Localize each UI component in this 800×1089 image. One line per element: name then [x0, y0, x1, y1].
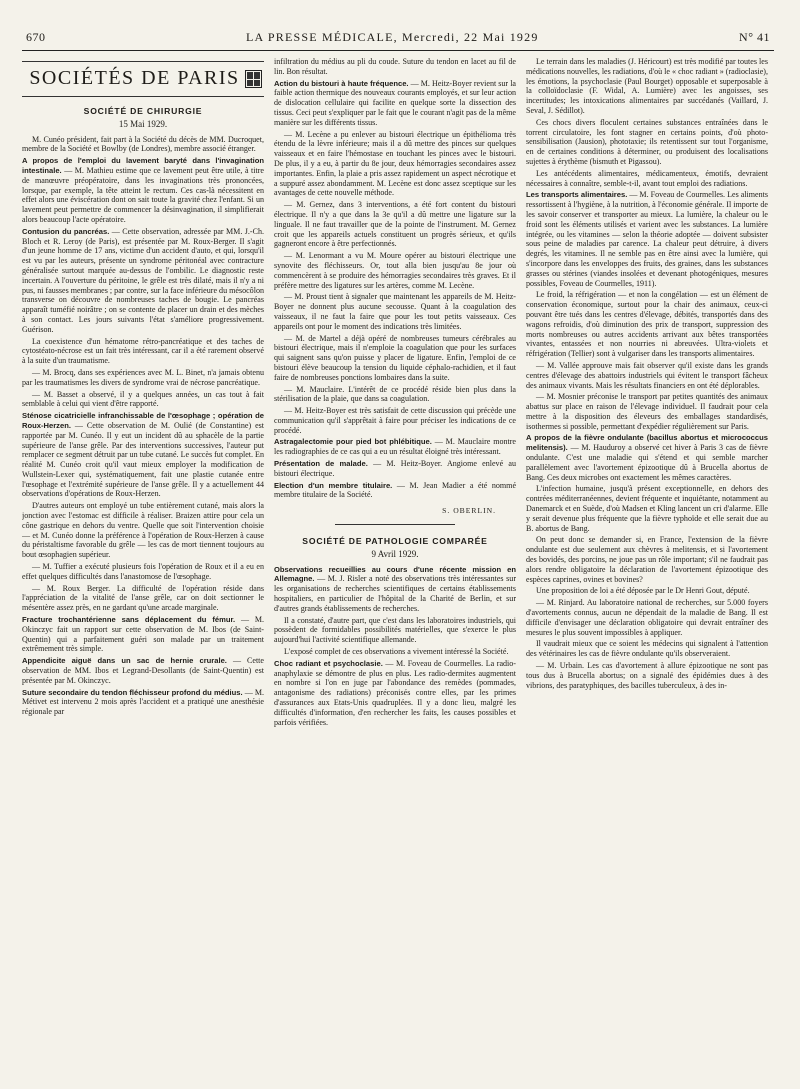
article [526, 190, 768, 288]
article-body: — M. Heitz-Boyer. Angiome enlevé au bistouri électrique. [274, 459, 516, 478]
header-rule [22, 50, 774, 51]
paragraph: Ces chocs divers floculent certaines substances entraînées dans le torrent circulatoire, les font stagner en certains points, d'où photo-sensibilisation (Jausion), phototaxie; ils retentissent sur tout l'organisme, en de certaines conditions à déterminer, ou produisent des localisations sujettes à érythème (bismuth et Pigassou). [526, 117, 768, 166]
paragraph: Il a constaté, d'autre part, que c'est dans les laboratoires industriels, qui possèdent de formidables possibilités matérielles, que s'exerce le plus aujourd'hui l'activité scientifique allemande. [274, 615, 516, 645]
rubric-title: SOCIÉTÉS DE PARIS [29, 67, 240, 90]
paragraph: — M. Vallée approuve mais fait observer qu'il existe dans les grands centres d'élevage des abattoirs industriels qui évitent le transport fâcheux des animaux vivants. Mais les résultats financiers en ont été déplorables. [526, 360, 768, 390]
journal-title: LA PRESSE MÉDICALE, Mercredi, 22 Mai 1929 [246, 30, 539, 44]
paragraph: — M. Brocq, dans ses expériences avec M. L. Binet, n'a jamais obtenu par les traumatismes les divers de syndrome vrai de nécrose pancréatique. [22, 367, 264, 387]
article [274, 481, 516, 501]
paragraph: — M. Lenormant a vu M. Moure opérer au bistouri électrique une synovite des fléchisseurs. Or, tout alla bien jusqu'au 8e jour où commencèrent à se produire des hémorragies secondaires très graves. Et il préfère mettre des ligatures sur les artères, comme M. Lecène. [274, 251, 516, 290]
article-heading: Astragalectomie pour pied bot phlébitique. [274, 437, 432, 447]
paragraph: M. Cunéo président, fait part à la Société du décès de MM. Ducroquet, membre de la Société et Bowlby (de Londres), membre associé étranger. [22, 134, 264, 154]
article-body: — Cette observation, adressée par MM. J.-Ch. Bloch et R. Leroy (de Paris), est présentée par M. Roux-Berger. Il s'agit d'un jeune homme de 17 ans, victime d'un accident d'auto, et qui, lorsqu'il est vu par les auteurs, présente un syndrome péritonéal avec contracture généralisée surtout marquée au-dessus de l'ombilic. Le diagnostic reste incertain. A l'ouverture du péritoine, le grêle est très dilaté, mais il n'y a ni pus, ni fausses membranes ; par contre, sur la face inférieure du mésocôlon transverse on découvre de nombreuses taches de bougie. Le pancréas apparaît tuméfié noirâtre ; on se contente de placer un drain et des mèches à son contact. Les jours suivants l'état s'améliore progressivement. Guérison. [22, 226, 264, 334]
paragraph: L'infection humaine, jusqu'à présent exceptionnelle, en dehors des contrées méditerranéennes, devient fréquente et inquiétante, notamment au Danemarck et en Suède, d'où Madsen et Kling lancent un cri d'alarme. Elle y serait devenue plus fréquente que la fièvre typhoïde et elle serait due au B. abortus de Bang. [526, 484, 768, 533]
article-body: — M. Métivet est intervenu 2 mois après l'accident et a pratiqué une anesthésie régionale par [22, 687, 264, 717]
running-header [22, 30, 774, 50]
article [526, 433, 768, 482]
column-2 [274, 57, 516, 1089]
section-heading: SOCIÉTÉ DE CHIRURGIE [83, 106, 203, 116]
paragraph: Une proposition de loi a été déposée par le Dr Henri Gout, député. [536, 586, 750, 596]
article-heading: Election d'un membre titulaire. [274, 480, 393, 490]
paragraph: infiltration du médius au pli du coude. Suture du tendon en lacet au fil de lin. Bon résultat. [274, 57, 516, 76]
issue-number: N° 41 [739, 30, 770, 44]
columns [22, 57, 774, 1089]
article-heading: Présentation de malade. [274, 459, 368, 469]
article-body: — Cette observation de M. Oulié (de Constantine) est rapportée par M. Cunéo. Il y eut un incident dû au sphacèle de la partie supérieure de l'anse grêle. Par des interventions successives, l'auteur put remplacer ce segment détruit par un tube cutané. Le succès fut complet. En réalité M. Cunéo croit qu'il vaut mieux employer la modification de Wullstein-Lexer qui, systématiquement, fait une plastie cutanée entre l'œsophage et l'extrémité supérieure de l'anse grêle. Il y a actuellement 44 observations d'opérations de Roux-Herzen. [22, 420, 264, 499]
article-heading: A propos de la fièvre ondulante (bacillus abortus et micrococcus melitensis). [526, 433, 768, 453]
paragraph: D'autres auteurs ont employé un tube entièrement cutané, mais alors la jonction avec l'estomac est difficile à réaliser. Braizen attire pour cela un cône gastrique en dehors du ventre. Quelle que soit l'intervention choisie — et M. Cunéo donne la préférence à l'opération de Roux-Herzen à cause du péristaltisme favorable du grêle — les cas de mort tiennent toujours au bout œsophagien supérieur. [22, 501, 264, 560]
session-date: 9 Avril 1929. [371, 548, 419, 559]
article-body: — M. Hauduroy a observé cet hiver à Paris 3 cas de fièvre ondulante. C'est une maladie qui s'étend et qui semble marcher parallèlement avec l'avortement épizootique dû à Brucella abortus de Bang. Ces deux microbes ont exactement les mêmes caractères. [526, 443, 768, 482]
paragraph: On peut donc se demander si, en France, l'extension de la fièvre ondulante est due seulement aux chèvres à melitensis, et si l'avortement des bovidés, des porcins, ne joue pas un rôle important; s'il ne faudrait pas alors rendre obligatoire la déclaration de l'avortement épizootique des espèces caprines, ovines et bovines? [526, 535, 768, 584]
article [22, 688, 264, 717]
article [22, 156, 264, 225]
rubric-banner [22, 61, 264, 97]
paragraph: La coexistence d'un hématome rétro-pancréatique et des taches de cytostéato-nécrose est un fait très intéressant, car il a été rarement observé à la suite d'un traumatisme. [22, 336, 264, 366]
paragraph: — M. Urbain. Les cas d'avortement à allure épizootique ne sont pas tous dus à Brucella abortus; on a signalé des épidémies dues à des vibrions, des paratyphiques, des bacilles tuberculeux, à des in- [526, 661, 768, 690]
article [274, 565, 516, 614]
article-body: — M. Jean Madier a été nommé membre titulaire de la Société. [274, 480, 516, 500]
paragraph: — M. Rinjard. Au laboratoire national de recherches, sur 5.000 foyers d'avortements connus, aucun ne dépendait de la maladie de Bang. Il est difficile d'envisager une déclaration obligatoire qui devrait entraîner des mesures le plus souvent impossibles à appliquer. [526, 598, 768, 637]
article [22, 615, 264, 654]
page-number: 670 [26, 30, 46, 44]
article-body: — Cette observation de MM. Ibos et Legrand-Desollants (de Saint-Quentin) est présentée par M. Okinczyc. [22, 656, 264, 685]
article [274, 437, 516, 457]
article-heading: A propos de l'emploi du lavement baryté dans l'invagination intestinale. [22, 156, 264, 175]
paragraph: Les antécédents alimentaires, médicamenteux, émotifs, devraient nécessaires à connaître, semble-t-il, avant tout emploi des radiations. [526, 168, 768, 188]
paragraph: L'exposé complet de ces observations a vivement intéressé la Société. [284, 647, 509, 657]
article-heading: Choc radiant et psychoclasie. [274, 658, 383, 668]
paragraph: Il vaudrait mieux que ce soient les médecins qui signalent à l'attention des vétérinaires les cas de fièvre ondulante qu'ils observeraient. [526, 639, 768, 659]
article [274, 459, 516, 479]
article-body: — M. J. Risler a noté des observations très intéressantes sur les organisations de recherches scientifiques de certains établissements hospitaliers, en particulier de l'hôpital de la Charité de Berlin, et sur d'autres grands établissements de recherches. [274, 574, 516, 613]
paragraph: — M. Lecène a pu enlever au bistouri électrique un épithélioma très étendu de la lèvre inférieure; mais il a dû mettre des pinces sur quelques vaisseaux et en faire l'hémostase en touchant les pinces avec le bistouri. De plus, il y a eu, à partir du 8e jour, deux hémorragies secondaires assez importantes. Enfin, la plaie a pris assez rapidement un aspect nécrotique et a suppuré assez abondamment. M. Lecène est donc assez sceptique sur les avantages de cette nouvelle méthode. [274, 129, 516, 198]
article-heading: Contusion du pancréas. [22, 226, 110, 236]
paragraph: — M. Proust tient à signaler que maintenant les appareils de M. Heitz-Boyer ne donnent plus aucune secousse. Quant à la coagulation des vaisseaux, il ne faut la faire que pour les tout petits vaisseaux. Ces appareils ont pour le moment des indications très limitées. [274, 292, 516, 331]
paragraph: — M. de Martel a déjà opéré de nombreuses tumeurs cérébrales au bistouri électrique, mais il n'emploie la coagulation que pour les surfaces qui saignent sans qu'on puisse y placer de ligature. Enfin, l'emploi de ce bistouri élève beaucoup la tension du liquide céphalo-rachidien, et il faut faire de nombreuses ponctions lombaires dans la suite. [274, 333, 516, 382]
article-heading: Suture secondaire du tendon fléchisseur profond du médius. [22, 687, 243, 697]
article-heading: Les transports alimentaires. [526, 190, 628, 200]
paragraph: — M. Tuffier a exécuté plusieurs fois l'opération de Roux et il a eu en effet quelques difficultés dans l'anastomose de l'œsophage. [22, 562, 264, 581]
column-3 [526, 57, 768, 1089]
article-heading: Observations recueillies au cours d'une récente mission en Allemagne. [274, 564, 516, 584]
paragraph: — M. Mosnier préconise le transport par petites quantités des animaux abattus sur place en raison de l'élevage individuel. Il faudrait pour cela mettre à la disposition des éleveurs des emballages standardisés, isothermes si possible, permettant d'expédier régulièrement sur Paris. [526, 392, 768, 431]
article-body: — M. Okinczyc fait un rapport sur cette observation de M. Ibos (de Saint-Quentin) qui a parfaitement guéri son malade par un traitement extrêmement très simple. [22, 615, 264, 654]
society-emblem-icon [245, 70, 262, 88]
paragraph: — M. Mauclaire. L'intérêt de ce procédé réside bien plus dans la stérilisation de la plaie, que dans sa coagulation. [274, 384, 516, 404]
author-signature: S. OBERLIN. [442, 506, 496, 516]
section-separator [335, 524, 455, 525]
article [22, 227, 264, 335]
article-heading: Appendicite aiguë dans un sac de hernie crurale. [22, 656, 227, 666]
article [22, 411, 264, 499]
article-body: — M. Foveau de Courmelles. Les aliments ressortissent à l'hygiène, à la nutrition, à l'économie générale. Il importe de les savoir conserver et transporter au mieux. La lumière, la chaleur ou le froid sont les éléments utilisés et varient avec les substances. La lumière intégrée, ou les vitamines — selon la théorie adoptée — doivent subsister sous peine de maladies par carence. La chaleur peut détruire, à divers degrés, les vitamines. Il ne semble pas en être ainsi avec la lumière, qui s'incorpore dans les enveloppes des fruits, des graines, dans les substances grasses ou stérines (viandes insolées et devenant photogéniques, mesures possibles, Foveau de Courmelles, 1911). [526, 190, 768, 288]
article-body: — M. Heitz-Boyer revient sur la faible action thermique des nouveaux courants employés, et sur leur action de dislocation cellulaire qui facilite en quelque sorte la dissection des tissus. Ceci peut s'expliquer par le fait que le courant n'agit pas de la même manière sur les différents tissus. [274, 78, 516, 127]
column-1 [22, 57, 264, 1089]
article [274, 79, 516, 128]
paragraph: — M. Gernez, dans 3 interventions, a été fort content du bistouri électrique. Il n'y a que dans la 3e qu'il a dû mettre une ligature sur la linguale. Il ne faut travailler que de la pointe de l'instrument. M. Gernez croit que les appareils actuels constituent un progrès sérieux, et qu'ils gagneront encore à être perfectionnés. [274, 200, 516, 249]
session-date: 15 Mai 1929. [118, 118, 168, 129]
article-heading: Sténose cicatricielle infranchissable de l'œsophage ; opération de Roux-Herzen. [22, 411, 264, 430]
article-body: — M. Mauclaire montre les radiographies de ce cas qui a eu un résultat éloigné très intéressant. [274, 437, 516, 457]
article [274, 659, 516, 728]
paragraph: — M. Heitz-Boyer est très satisfait de cette discussion qui précède une communication qu'il s'apprêtait à faire pour préciser les indications de ce procédé. [274, 406, 516, 435]
article-heading: Fracture trochantérienne sans déplacement du fémur. [22, 615, 236, 625]
article-heading: Action du bistouri à haute fréquence. [274, 78, 409, 88]
paragraph: Le froid, la réfrigération — et non la congélation — est un élément de conservation économique, surtout pour la chair des animaux, ceux-ci pouvant être tués dans les centres d'élevage, débités, transportés dans des wagons refroidis, d'où diminution des prix de transport, suppression des morts nombreuses ou autres accidents arrivant aux bêtes transportées vivantes, entassées et non nourries ni abreuvées. Ultra-violets et réfrigération (Tellier) sont à vulgariser dans les transports alimentaires. [526, 290, 768, 359]
paragraph: — M. Basset a observé, il y a quelques années, un cas tout à fait semblable à celui qui vient d'être rapporté. [22, 389, 264, 409]
article [22, 656, 264, 685]
article-body: — M. Mathieu estime que ce lavement peut être utile, à titre de manœuvre préopératoire, dans les invaginations très prononcées, lorsque, par exemple, la tête atteint le rectum. Ces cas-là nécessitent en effet alors une éviscération dont on sait toute la gravité chez l'enfant. Si un lavement peut permettre de commencer la désinvagination, il simplifierait alors beaucoup l'acte opératoire. [22, 165, 264, 224]
paragraph: — M. Roux Berger. La difficulté de l'opération réside dans l'appréciation de la vitalité de l'anse grêle, car on doit sectionner le mésentère assez près, en ne gardant qu'une arcade marginale. [22, 583, 264, 613]
article-body: — M. Foveau de Courmelles. La radio-anaphylaxie se démontre de plus en plus. Les radio-dermites augmentent en nombre si l'on en juge par l'abondance des remèdes (pommades, antagonisme des radiations) préconisés contre elles, par les primes d'assurances aux Etats-Unis quadruplées. Il y a donc lieu, malgré les difficultés d'information, d'en rechercher les faits, les causes possibles et parfois vérifiées. [274, 658, 516, 727]
paragraph: Le terrain dans les maladies (J. Héricourt) est très modifié par toutes les médications nouvelles, les radiations, d'où le « choc radiant » (radioclasie), les émotions, la psychoclasie (Paul Bourget) opposable et superposable à la colloïdoclasie (F. Widal, A. Lumière) avec les angoisses, ses incertitudes; les intoxications alimentaires par succédanés (Vaillard, J. Seval, J. Sédillot). [526, 57, 768, 115]
section-heading: SOCIÉTÉ DE PATHOLOGIE COMPARÉE [302, 536, 488, 547]
